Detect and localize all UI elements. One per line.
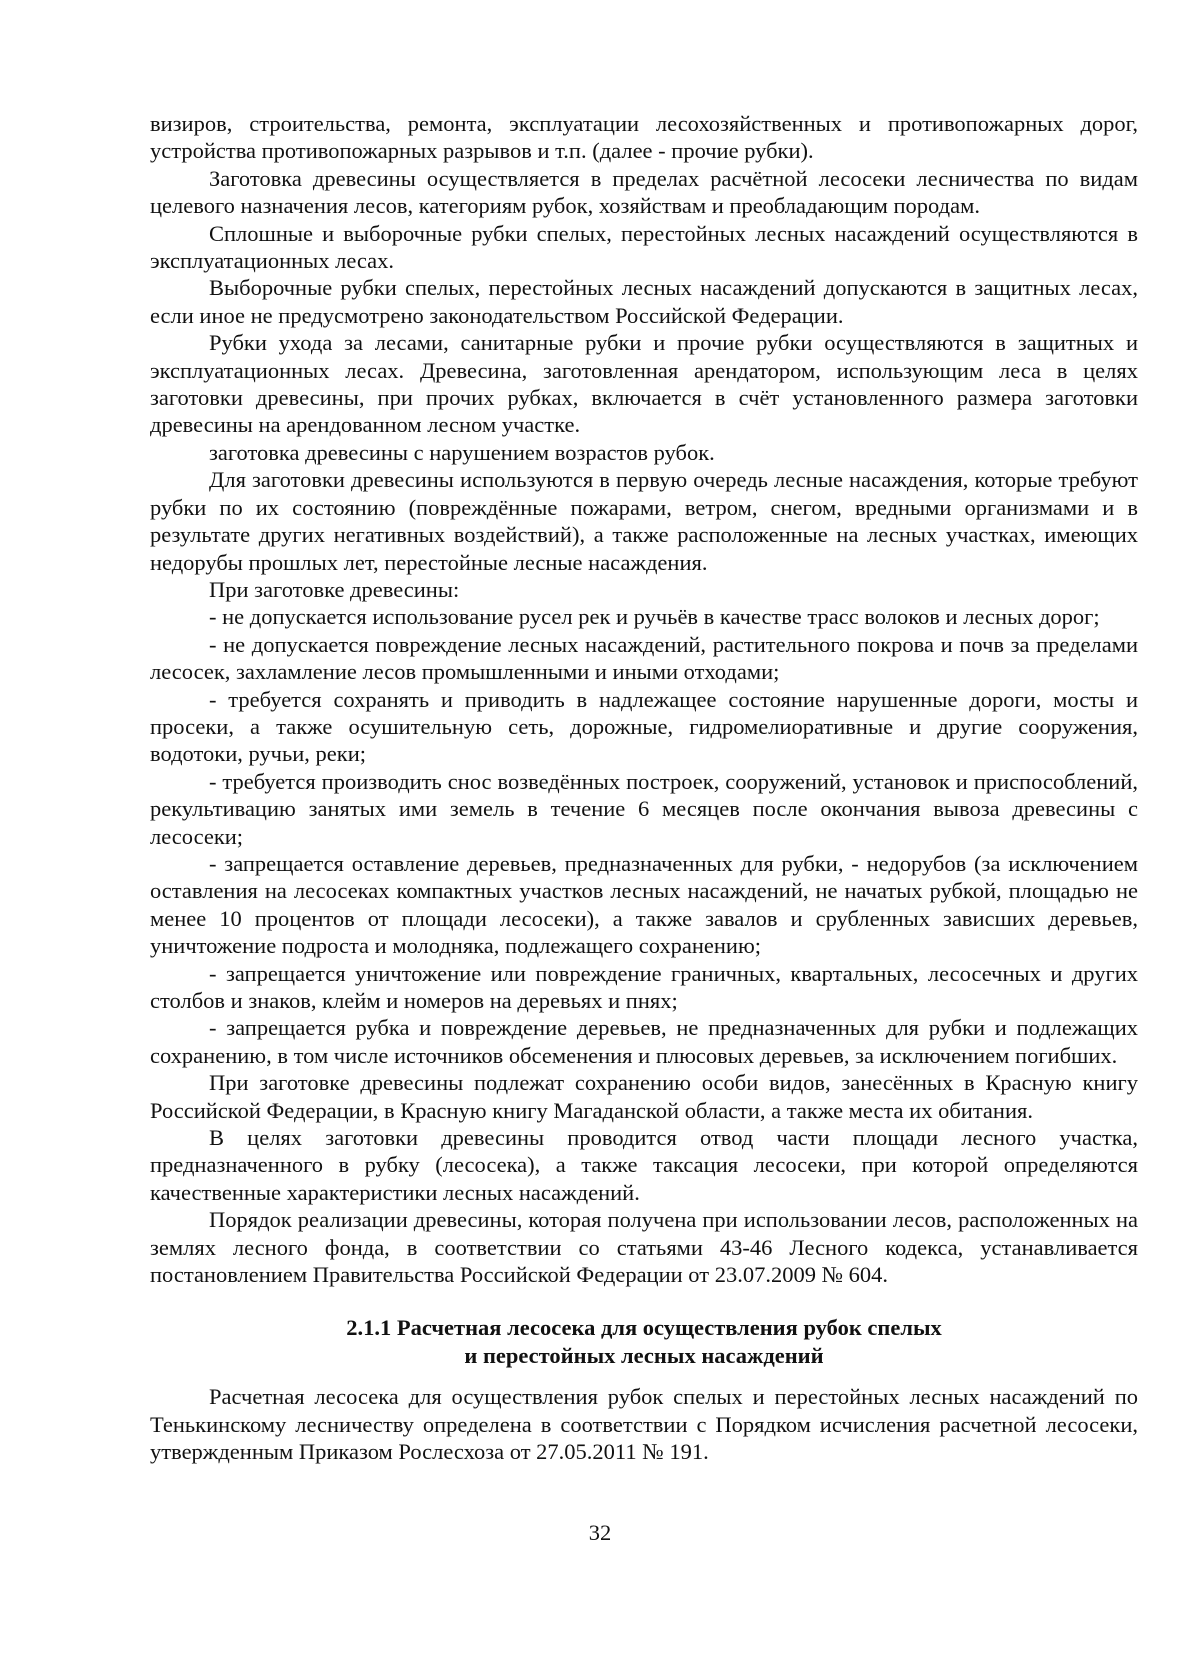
section-heading xyxy=(150,1314,1138,1369)
paragraphs-bottom xyxy=(150,1383,1138,1465)
paragraph: Порядок реализации древесины, которая получена при использовании лесов, расположенных на землях лесного фонда, в соответствии со статьями 43-46 Лесного кодекса, устанавливается постановлением Правительства Российской Федерации от 23.07.2009 № 604. xyxy=(150,1207,1138,1288)
paragraph: Заготовка древесины осуществляется в пределах расчётной лесосеки лесничества по видам целевого назначения лесов, категориям рубок, хозяйствам и преобладающим породам. xyxy=(150,165,1138,219)
section-heading-line2: и перестойных лесных насаждений xyxy=(464,1342,824,1368)
paragraph: заготовка древесины с нарушением возрастов рубок. xyxy=(209,439,715,465)
paragraph: Рубки ухода за лесами, санитарные рубки и прочие рубки осуществляются в защитных и эксплуатационных лесах. Древесина, заготовленная арендатором, использующим леса в целях заготовки древесины, при прочих рубках, включается в счёт установленного размера заготовки древесины на арендованном лесном участке. xyxy=(150,330,1138,438)
section-heading-line1: 2.1.1 Расчетная лесосека для осуществления рубок спелых xyxy=(346,1315,942,1341)
paragraph: Для заготовки древесины используются в первую очередь лесные насаждения, которые требуют рубки по их состоянию (повреждённые пожарами, ветром, снегом, вредными организмами и в результате других негативных воздействий), а также расположенные на лесных участках, имеющих недорубы прошлых лет, перестойные лесные насаждения. xyxy=(150,467,1138,575)
paragraph: Выборочные рубки спелых, перестойных лесных насаждений допускаются в защитных лесах, если иное не предусмотрено законодательством Российской Федерации. xyxy=(150,275,1138,328)
paragraph: Сплошные и выборочные рубки спелых, перестойных лесных насаждений осуществляются в эксплуатационных лесах. xyxy=(150,220,1138,274)
paragraph: Расчетная лесосека для осуществления рубок спелых и перестойных лесных насаждений по Тенькинскому лесничеству определена в соответствии с Порядком исчисления расчетной лесосеки, утвержденным Приказом Рослесхоза от 27.05.2011 № 191. xyxy=(150,1384,1138,1465)
paragraph: В целях заготовки древесины проводится отвод части площади лесного участка, предназначенного в рубку (лесосека), а также таксация лесосеки, при которой определяются качественные характеристики лесных насаждений. xyxy=(150,1125,1138,1205)
list-item: - не допускается использование русел рек и ручьёв в качестве трасс волоков и лесных дорог; xyxy=(209,604,1100,630)
page-number: 32 xyxy=(588,1520,612,1545)
list-item: - запрещается уничтожение или повреждение граничных, квартальных, лесосечных и других столбов и знаков, клейм и номеров на деревьях и пнях; xyxy=(150,960,1138,1013)
paragraphs-top xyxy=(150,110,1138,1288)
list-item: - не допускается повреждение лесных насаждений, растительного покрова и почв за пределами лесосек, захламление лесов промышленными и иными отходами; xyxy=(150,631,1138,685)
paragraph: визиров, строительства, ремонта, эксплуатации лесохозяйственных и противопожарных дорог, устройства противопожарных разрывов и т.п. (далее - прочие рубки). xyxy=(150,111,1138,164)
paragraph: При заготовке древесины подлежат сохранению особи видов, занесённых в Красную книгу Российской Федерации, в Красную книгу Магаданской области, а также места их обитания. xyxy=(150,1070,1138,1123)
document-page xyxy=(150,110,1138,1466)
list-item: - запрещается рубка и повреждение деревьев, не предназначенных для рубки и подлежащих сохранению, в том числе источников обсеменения и плюсовых деревьев, за исключением погибших. xyxy=(150,1015,1138,1068)
list-item: - запрещается оставление деревьев, предназначенных для рубки, - недорубов (за исключением оставления на лесосеках компактных участков лесных насаждений, не начатых рубкой, площадью не менее 10 процентов от площади лесосеки), а также завалов и срубленных зависших деревьев, уничтожение подроста и молодняка, подлежащего сохранению; xyxy=(150,850,1138,959)
paragraph: При заготовке древесины: xyxy=(209,576,460,602)
list-item: - требуется производить снос возведённых построек, сооружений, установок и приспособлений, рекультивацию занятых ими земель в течение 6 месяцев после окончания вывоза древесины с лесосеки; xyxy=(150,768,1138,849)
list-item: - требуется сохранять и приводить в надлежащее состояние нарушенные дороги, мосты и просеки, а также осушительную сеть, дорожные, гидромелиоративные и другие сооружения, водотоки, ручьи, реки; xyxy=(150,686,1138,767)
